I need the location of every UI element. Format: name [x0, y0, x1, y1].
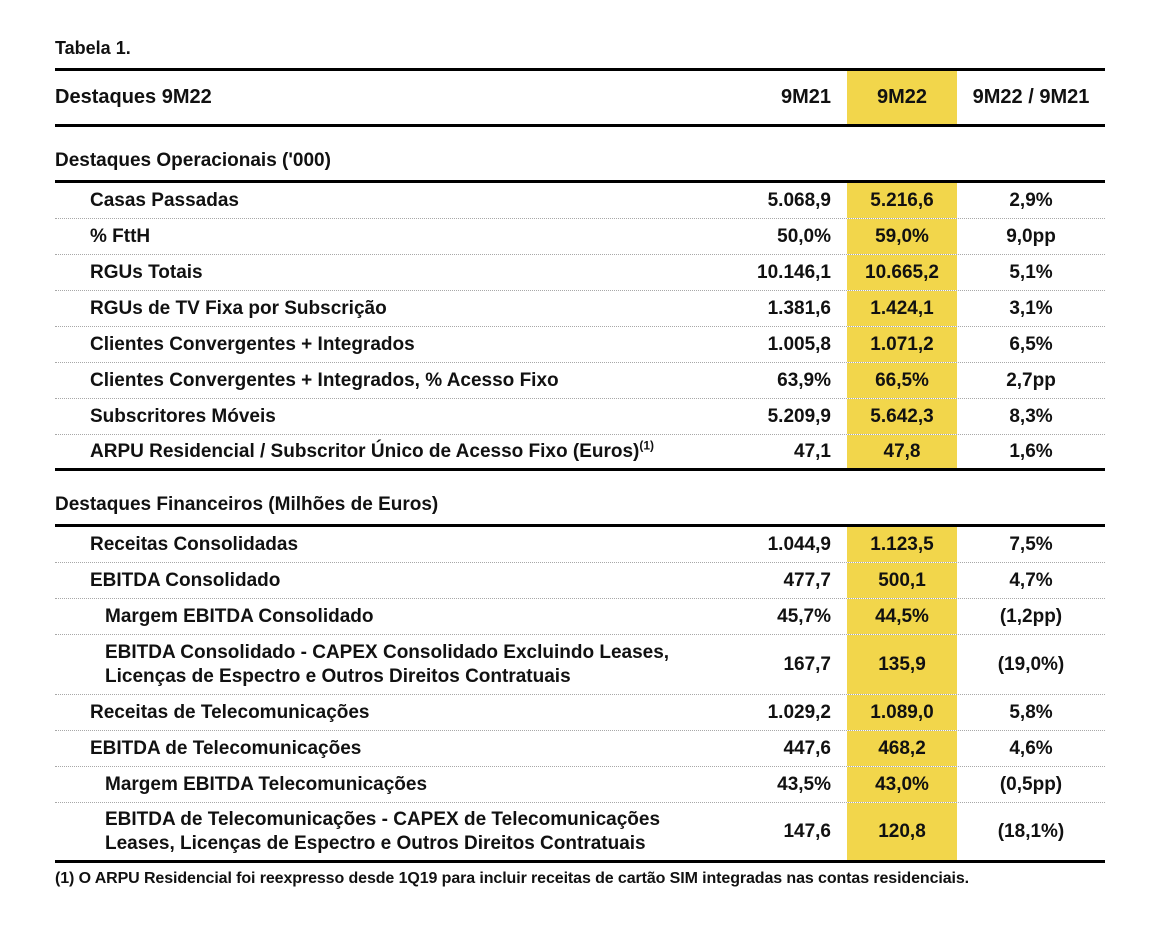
- value-change: 4,7%: [1009, 569, 1053, 591]
- row-label: [55, 297, 690, 321]
- value-9m22: 5.216,6: [847, 183, 957, 218]
- value-change: (19,0%): [997, 653, 1065, 675]
- column-header-9m21: 9M21: [780, 86, 831, 108]
- row-label: [55, 701, 690, 725]
- row-label-line1: EBITDA de Telecomunicações: [90, 737, 362, 759]
- value-change: 4,6%: [1009, 737, 1053, 759]
- row-label-line1: Receitas de Telecomunicações: [90, 701, 370, 723]
- row-label-line1: Margem EBITDA Telecomunicações: [105, 773, 428, 795]
- row-label: [55, 569, 690, 593]
- row-label-line2: Leases, Licenças de Espectro e Outros Direitos Contratuais: [105, 832, 646, 854]
- value-change: 8,3%: [1009, 405, 1053, 427]
- row-label: [55, 333, 690, 357]
- section-rows-operational: [55, 183, 1105, 471]
- value-9m22: 5.642,3: [847, 399, 957, 434]
- table-footnote: (1) O ARPU Residencial foi reexpresso desde 1Q19 para incluir receitas de cartão SIM integradas nas contas residenciais.: [55, 870, 970, 887]
- section-rows-financial: [55, 527, 1105, 863]
- highlights-table: [55, 38, 1105, 888]
- value-9m22: 135,9: [847, 635, 957, 694]
- value-9m21: 5.209,9: [767, 405, 831, 427]
- value-9m21: 167,7: [783, 653, 831, 675]
- value-9m22: 44,5%: [847, 599, 957, 634]
- value-change: 7,5%: [1009, 533, 1053, 555]
- value-9m22: 120,8: [847, 803, 957, 860]
- table-row: [55, 255, 1105, 291]
- row-label: [55, 261, 690, 285]
- table-row: [55, 327, 1105, 363]
- value-9m22: 1.089,0: [847, 695, 957, 730]
- value-9m21: 50,0%: [777, 225, 831, 247]
- table-row: [55, 695, 1105, 731]
- row-label-line1: EBITDA Consolidado - CAPEX Consolidado Excluindo Leases,: [105, 641, 670, 663]
- row-label: [55, 605, 690, 629]
- table-row: [55, 527, 1105, 563]
- table-row: [55, 803, 1105, 863]
- row-label: [55, 440, 690, 464]
- value-9m21: 63,9%: [777, 369, 831, 391]
- row-label-line1: Subscritores Móveis: [90, 405, 276, 427]
- column-header-9m22: 9M22: [847, 71, 957, 124]
- table-row: [55, 767, 1105, 803]
- table-row: [55, 183, 1105, 219]
- value-change: 2,7pp: [1006, 369, 1056, 391]
- value-9m21: 10.146,1: [757, 261, 831, 283]
- value-9m21: 5.068,9: [767, 189, 831, 211]
- row-label: [55, 641, 690, 689]
- row-label-line1: RGUs de TV Fixa por Subscrição: [90, 297, 387, 319]
- section-operational: [55, 127, 1105, 471]
- value-9m22: 66,5%: [847, 363, 957, 398]
- value-9m21: 1.029,2: [767, 701, 831, 723]
- table-row: [55, 399, 1105, 435]
- value-9m22: 1.123,5: [847, 527, 957, 562]
- row-label: [55, 737, 690, 761]
- row-label: [55, 773, 690, 797]
- value-9m22: 468,2: [847, 731, 957, 766]
- row-label: [55, 369, 690, 393]
- value-9m21: 43,5%: [777, 773, 831, 795]
- table-title: Destaques 9M22: [55, 86, 212, 108]
- table-row: [55, 563, 1105, 599]
- section-title-operational: Destaques Operacionais ('000): [55, 127, 1105, 183]
- value-change: 3,1%: [1009, 297, 1053, 319]
- value-9m21: 1.381,6: [767, 297, 831, 319]
- row-label: [55, 808, 690, 856]
- value-change: 2,9%: [1009, 189, 1053, 211]
- row-label-line1: EBITDA de Telecomunicações - CAPEX de Telecomunicações: [105, 808, 661, 830]
- row-label-line1: Receitas Consolidadas: [90, 533, 299, 555]
- value-change: 5,8%: [1009, 701, 1053, 723]
- value-9m21: 447,6: [783, 737, 831, 759]
- table-row: [55, 291, 1105, 327]
- row-label-line1: Clientes Convergentes + Integrados, % Acesso Fixo: [90, 369, 559, 391]
- value-change: (18,1%): [997, 820, 1065, 842]
- table-row: [55, 599, 1105, 635]
- value-change: 1,6%: [1009, 440, 1053, 462]
- row-label: [55, 533, 690, 557]
- value-9m21: 477,7: [783, 569, 831, 591]
- row-label-line2: Licenças de Espectro e Outros Direitos Contratuais: [105, 665, 571, 687]
- row-label: [55, 225, 690, 249]
- row-label: [55, 405, 690, 429]
- value-9m22: 500,1: [847, 563, 957, 598]
- value-change: 5,1%: [1009, 261, 1053, 283]
- value-change: (1,2pp): [999, 605, 1063, 627]
- value-change: (0,5pp): [999, 773, 1063, 795]
- value-9m21: 147,6: [783, 820, 831, 842]
- column-header-change: 9M22 / 9M21: [972, 86, 1090, 108]
- table-row: [55, 731, 1105, 767]
- table-row: [55, 435, 1105, 471]
- section-title-financial: Destaques Financeiros (Milhões de Euros): [55, 471, 1105, 527]
- row-label-line1: ARPU Residencial / Subscritor Único de Acesso Fixo (Euros)$^{(1)}$: [90, 438, 655, 462]
- row-label-line1: Margem EBITDA Consolidado: [105, 605, 374, 627]
- value-9m22: 43,0%: [847, 767, 957, 802]
- table-row: [55, 219, 1105, 255]
- value-9m21: 1.005,8: [767, 333, 831, 355]
- value-9m22: 47,8: [847, 435, 957, 468]
- value-9m22: 1.071,2: [847, 327, 957, 362]
- row-label-line1: Casas Passadas: [90, 189, 239, 211]
- table-row: [55, 363, 1105, 399]
- value-9m22: 59,0%: [847, 219, 957, 254]
- table-header-row: [55, 71, 1105, 127]
- section-financial: [55, 471, 1105, 863]
- row-label: [55, 189, 690, 213]
- table-row: [55, 635, 1105, 695]
- table-caption: Tabela 1.: [55, 38, 1105, 71]
- value-9m21: 1.044,9: [767, 533, 831, 555]
- value-change: 6,5%: [1009, 333, 1053, 355]
- value-9m21: 45,7%: [777, 605, 831, 627]
- value-9m22: 1.424,1: [847, 291, 957, 326]
- value-9m22: 10.665,2: [847, 255, 957, 290]
- row-label-line1: EBITDA Consolidado: [90, 569, 281, 591]
- value-change: 9,0pp: [1006, 225, 1056, 247]
- row-label-line1: % FttH: [90, 225, 151, 247]
- value-9m21: 47,1: [794, 440, 831, 462]
- row-label-line1: RGUs Totais: [90, 261, 203, 283]
- footnote-marker: (1): [639, 438, 655, 453]
- row-label-line1: Clientes Convergentes + Integrados: [90, 333, 415, 355]
